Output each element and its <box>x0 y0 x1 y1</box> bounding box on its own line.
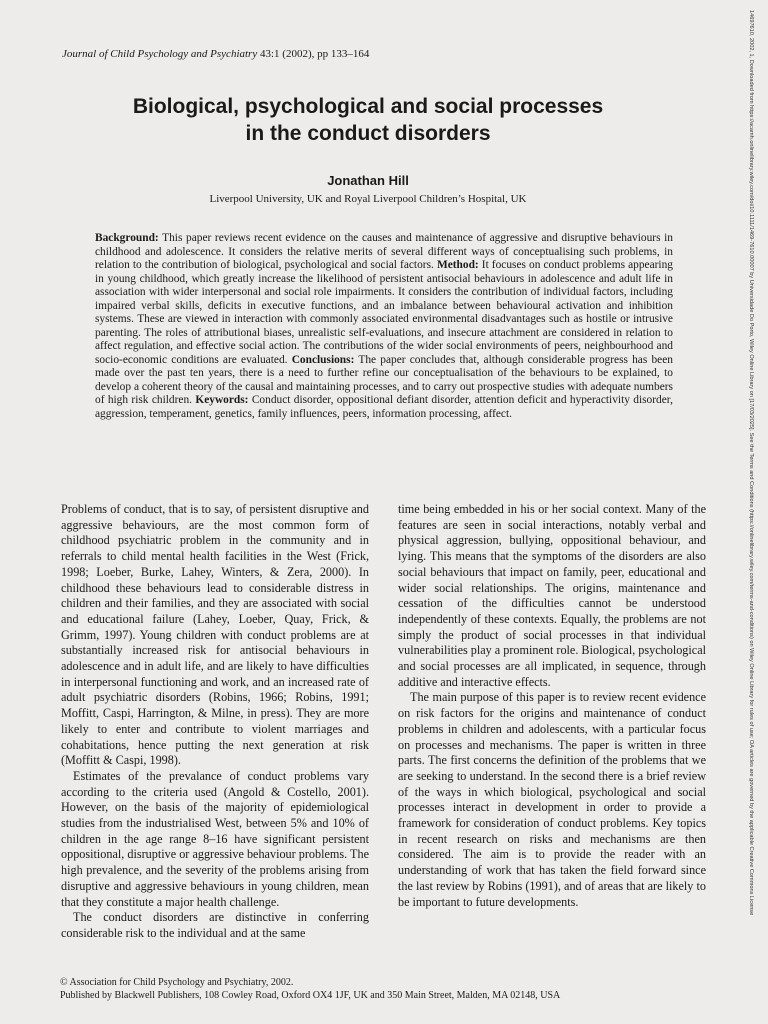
abstract-background: This paper reviews recent evidence on the causes and maintenance of aggressive and disruptive behaviours in childhood and adolescence. It considers the relative merits of several different ways of conceptualising such problems, in relation to the contribution of biological, psychological and social factors. <box>95 232 673 271</box>
body-column-right <box>398 502 706 910</box>
abstract-method: It focuses on conduct problems appearing in young childhood, which greatly increase the likelihood of persistent antisocial behaviours in adolescence and adult life in association with wider interpersonal and social role impairments. It considers the contribution of individual factors, including impaired verbal skills, deficits in executive functions, and an imbalance between behavioural activation and inhibition systems. These are viewed in interaction with commonly associated environmental disadvantages such as hostile or intrusive parenting. The roles of attributional biases, unrealistic self-evaluations, and insecure attachment are considered in relation to affect regulation, and effective social action. The contributions of the wider social environments of peers, neighbourhood and socio-economic conditions are evaluated. <box>95 259 673 366</box>
title-line-1: Biological, psychological and social processes <box>132 95 604 118</box>
abstract <box>95 232 673 421</box>
copyright-line: © Association for Child Psychology and Psychiatry, 2002. <box>60 977 294 988</box>
body-paragraph: Problems of conduct, that is to say, of persistent disruptive and aggressive behaviours, are the most common form of childhood psychiatric problem in the community and in referrals to child mental health facilities in the West (Frick, 1998; Loeber, Burke, Lahey, Winters, & Zera, 2000). In childhood these behaviours lead to considerable distress in children and their families, and they are associated with social and educational failure (Lahey, Loeber, Quay, Frick, & Grimm, 1997). Young children with conduct problems are at substantially increased risk for antisocial behaviours in adolescence and in adult life, and are likely to have difficulties in interpersonal functioning and work, and an increased rate of adult psychiatric disorders (Robins, 1966; Robins, 1991; Moffitt, Caspi, Harrington, & Milne, in press). They are more likely to enter and contribute to violent marriages and cohabitations, hence putting the next generation at risk (Moffitt & Caspi, 1998). <box>61 502 369 768</box>
abstract-conclusions-label: Conclusions: <box>291 353 355 366</box>
body-paragraph: The main purpose of this paper is to review recent evidence on risk factors for the origins and maintenance of conduct problems in children and adolescents, with a particular focus on processes and mechanisms. The paper is written in three parts. The first concerns the definition of the problems that we are seeking to understand. In the second there is a brief review of the ways in which biological, psychological and social processes interact in development in order to provide a framework for consideration of conduct problems. Key topics in recent research on risks and mechanisms are then considered. The aim is to provide the reader with an understanding of work that has taken the field forward since the last review by Robins (1991), and of areas that are likely to be important to future developments. <box>398 690 706 909</box>
author-name: Jonathan Hill <box>327 173 409 188</box>
journal-issue: 43:1 (2002), pp 133–164 <box>259 48 370 60</box>
abstract-conclusions: The paper concludes that, although considerable progress has been made over the past ten years, there is a need to further refine our conceptualisation of the behaviours to be explained, to develop a coherent theory of the causal and maintaining processes, and to carry out prospective studies with adequate numbers of high risk children. <box>95 353 673 406</box>
abstract-method-label: Method: <box>436 259 479 271</box>
download-notice: 14697610, 2002, 1, Downloaded from https://acamh.onlinelibrary.wiley.com/doi/10.1111/1469-7610.00007 by Universidade Do Porto, Wiley Online Library on [17/03/2025]. See the Terms and Conditions (https://onlinelibrary.wiley.com/terms-and-conditions) on Wiley Online Library for rules of use; OA articles are governed by the applicable Creative Commons License <box>748 10 754 916</box>
author-affiliation: Liverpool University, UK and Royal Liverpool Children’s Hospital, UK <box>209 193 527 205</box>
body-column-left <box>61 502 369 942</box>
abstract-background-label: Background: <box>95 232 159 244</box>
paper-title <box>80 93 656 147</box>
publisher-line: Published by Blackwell Publishers, 108 Cowley Road, Oxford OX4 1JF, UK and 350 Main Street, Malden, MA 02148, USA <box>60 990 561 1001</box>
title-line-2: in the conduct disorders <box>245 122 491 145</box>
download-watermark <box>732 10 762 1014</box>
body-paragraph: Estimates of the prevalance of conduct problems vary according to the criteria used (Angold & Costello, 2001). However, on the basis of the majority of epidemiological studies from the industrialised West, between 5% and 10% of children in the age range 8–16 have significant persistent oppositional, disruptive or aggressive behaviour problems. The high prevalence, and the severity of the problems arising from disruptive and aggressive behaviours in young children, mean that they constitute a major health challenge. <box>61 768 369 909</box>
abstract-keywords: Conduct disorder, oppositional defiant disorder, attention deficit and hyperactivity disorder, aggression, temperament, genetics, family influences, peers, information processing, affect. <box>95 394 673 420</box>
journal-name: Journal of Child Psychology and Psychiatry <box>62 48 258 60</box>
body-paragraph: The conduct disorders are distinctive in conferring considerable risk to the individual and at the same <box>61 910 369 940</box>
copyright-footer <box>60 976 700 1002</box>
abstract-keywords-label: Keywords: <box>195 394 249 406</box>
body-paragraph: time being embedded in his or her social context. Many of the features are seen in social interactions, notably verbal and physical aggression, bullying, oppositional behaviour, and lying. This means that the symptoms of the disorders are also social behaviours that impact on family, peer, educational and wider social relationships. The origins, maintenance and cessation of the difficulties cannot be understood independently of these contexts. Equally, the problems are not simply the product of social processes in that individual vulnerabilities play a prominent role. Biological, psychological and social processes are all implicated, in sequence, through additive and interactive effects. <box>398 502 706 689</box>
journal-citation <box>62 47 682 61</box>
